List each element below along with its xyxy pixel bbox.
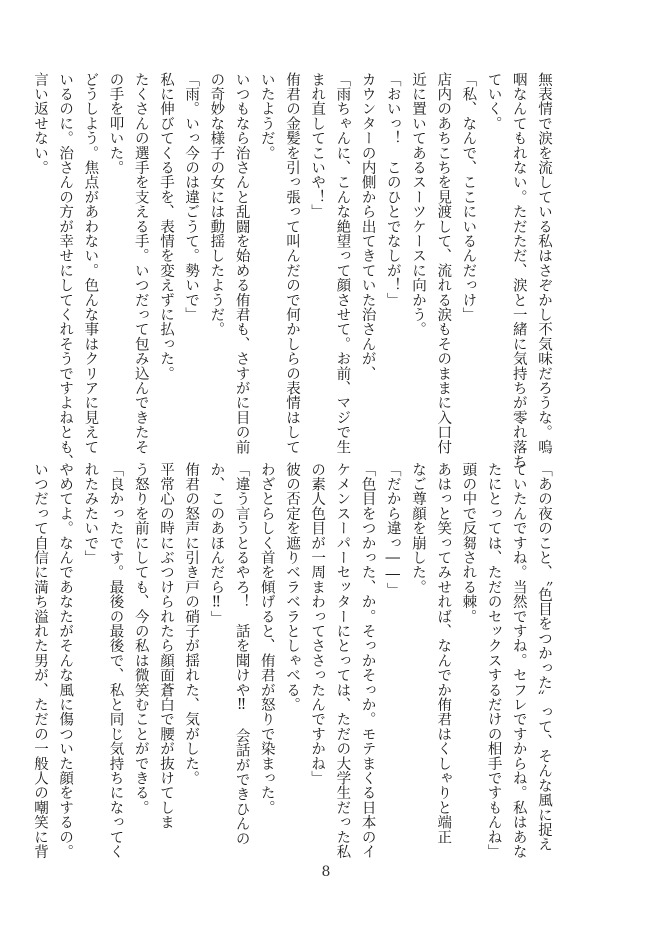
text-line: の奇妙な様子の女には動揺したようだ。 xyxy=(208,72,225,337)
text-line: ていたんですね。当然ですね。セフレですからね。私はあな xyxy=(510,462,527,859)
text-line: 「あの夜のこと、〝色目をつかった〟って、そんな風に捉え xyxy=(536,462,552,852)
text-line: いたようだ。 xyxy=(258,72,275,161)
text-line: 「雨ちゃんに、こんな絶望って顔させて。お前、マジで生 xyxy=(334,72,351,455)
text-line: いつだって自信に満ち溢れた男が、ただの一般人の嘲笑に背 xyxy=(31,462,48,859)
text-line: う怒りを前にしても、今の私は微笑むことができる。 xyxy=(132,462,149,815)
text-line: 「だから違っ――」 xyxy=(384,462,401,598)
text-line: の手を叩いた。 xyxy=(107,72,124,175)
text-line: 無表情で涙を流している私はさぞかし不気味だろうな。嗚 xyxy=(536,72,552,455)
text-line: いつもなら治さんと乱闘を始める侑君も、さすがに目の前 xyxy=(233,72,250,455)
text-line: たにとっては、ただのセックスするだけの相手ですもんね」 xyxy=(485,462,502,859)
text-line: 「違う言うとるやろ！ 話を聞けや‼ 会話ができひんの xyxy=(233,462,250,846)
text-line: 彼の否定を遮りベラベラとしゃべる。 xyxy=(283,462,300,712)
text-line: 侑君の怒声に引き戸の硝子が揺れた、気がした。 xyxy=(183,462,200,786)
text-line: まれ直してこいや！」 xyxy=(309,72,326,219)
page-number: 8 xyxy=(321,864,331,880)
text-line: いるのに。治さんの方が幸せにしてくれそうですよねとも、 xyxy=(57,72,74,469)
text-line: 「色目をつかった、か。そっかそっか。モテまくる日本のイ xyxy=(359,462,376,859)
text-line: の素人色目が一周まわってささったんですかね」 xyxy=(309,462,326,786)
text-line: やめてよ。なんであなたがそんな風に傷ついた顔をするの。 xyxy=(57,462,74,859)
text-line: か、このあほんだら‼」 xyxy=(208,462,225,626)
text-line: 私に伸びてくる手を、表情を変えずに払った。 xyxy=(157,72,174,381)
text-line: 店内のあちこちを見渡して、流れる涙もそのままに入口付 xyxy=(435,72,452,455)
text-line: 侑君の金髪を引っ張って叫んだので何かしらの表情はして xyxy=(283,72,300,455)
text-line: 平常心の時にぶつけられたら顔面蒼白で腰が抜けてしま xyxy=(157,462,174,830)
text-line: 「雨。いっ今のは違ごうて。勢いで」 xyxy=(183,72,200,322)
text-line: 「私、なんで、ここにいるんだっけ」 xyxy=(460,72,477,322)
lower-text-block xyxy=(27,462,556,859)
text-line: 「おいっ！ このひとでなしが！」 xyxy=(384,72,401,308)
upper-text-block xyxy=(27,72,556,469)
text-line: ていく。 xyxy=(485,72,502,131)
text-line: れたみたいで」 xyxy=(82,462,99,565)
text-line: 咽なんてもれない。ただただ、涙と一緒に気持ちが零れ落ち xyxy=(510,72,527,469)
text-line: わざとらしく首を傾げると、侑君が怒りで染まった。 xyxy=(258,462,275,815)
text-line: カウンターの内側から出てきていた治さんが、 xyxy=(359,72,376,381)
text-line: 近に置いてあるスーツケースに向かう。 xyxy=(409,72,426,337)
text-line: どうしよう。焦点があわない。色んな事はクリアに見えて xyxy=(82,72,99,455)
text-line: たくさんの選手を支える手。いつだって包み込んできたそ xyxy=(132,72,149,455)
text-line: 言い返せない。 xyxy=(31,72,48,175)
text-line: 頭の中で反芻される棘。 xyxy=(460,462,477,624)
text-line: 「良かったです。最後の最後で、私と同じ気持ちになってく xyxy=(107,462,124,859)
text-line: あはっと笑ってみせれば、なんでか侑君はくしゃりと端正 xyxy=(435,462,452,845)
text-line: なご尊顔を崩した。 xyxy=(409,462,426,595)
text-line: ケメンスーパーセッターにとっては、ただの大学生だった私 xyxy=(334,462,351,859)
